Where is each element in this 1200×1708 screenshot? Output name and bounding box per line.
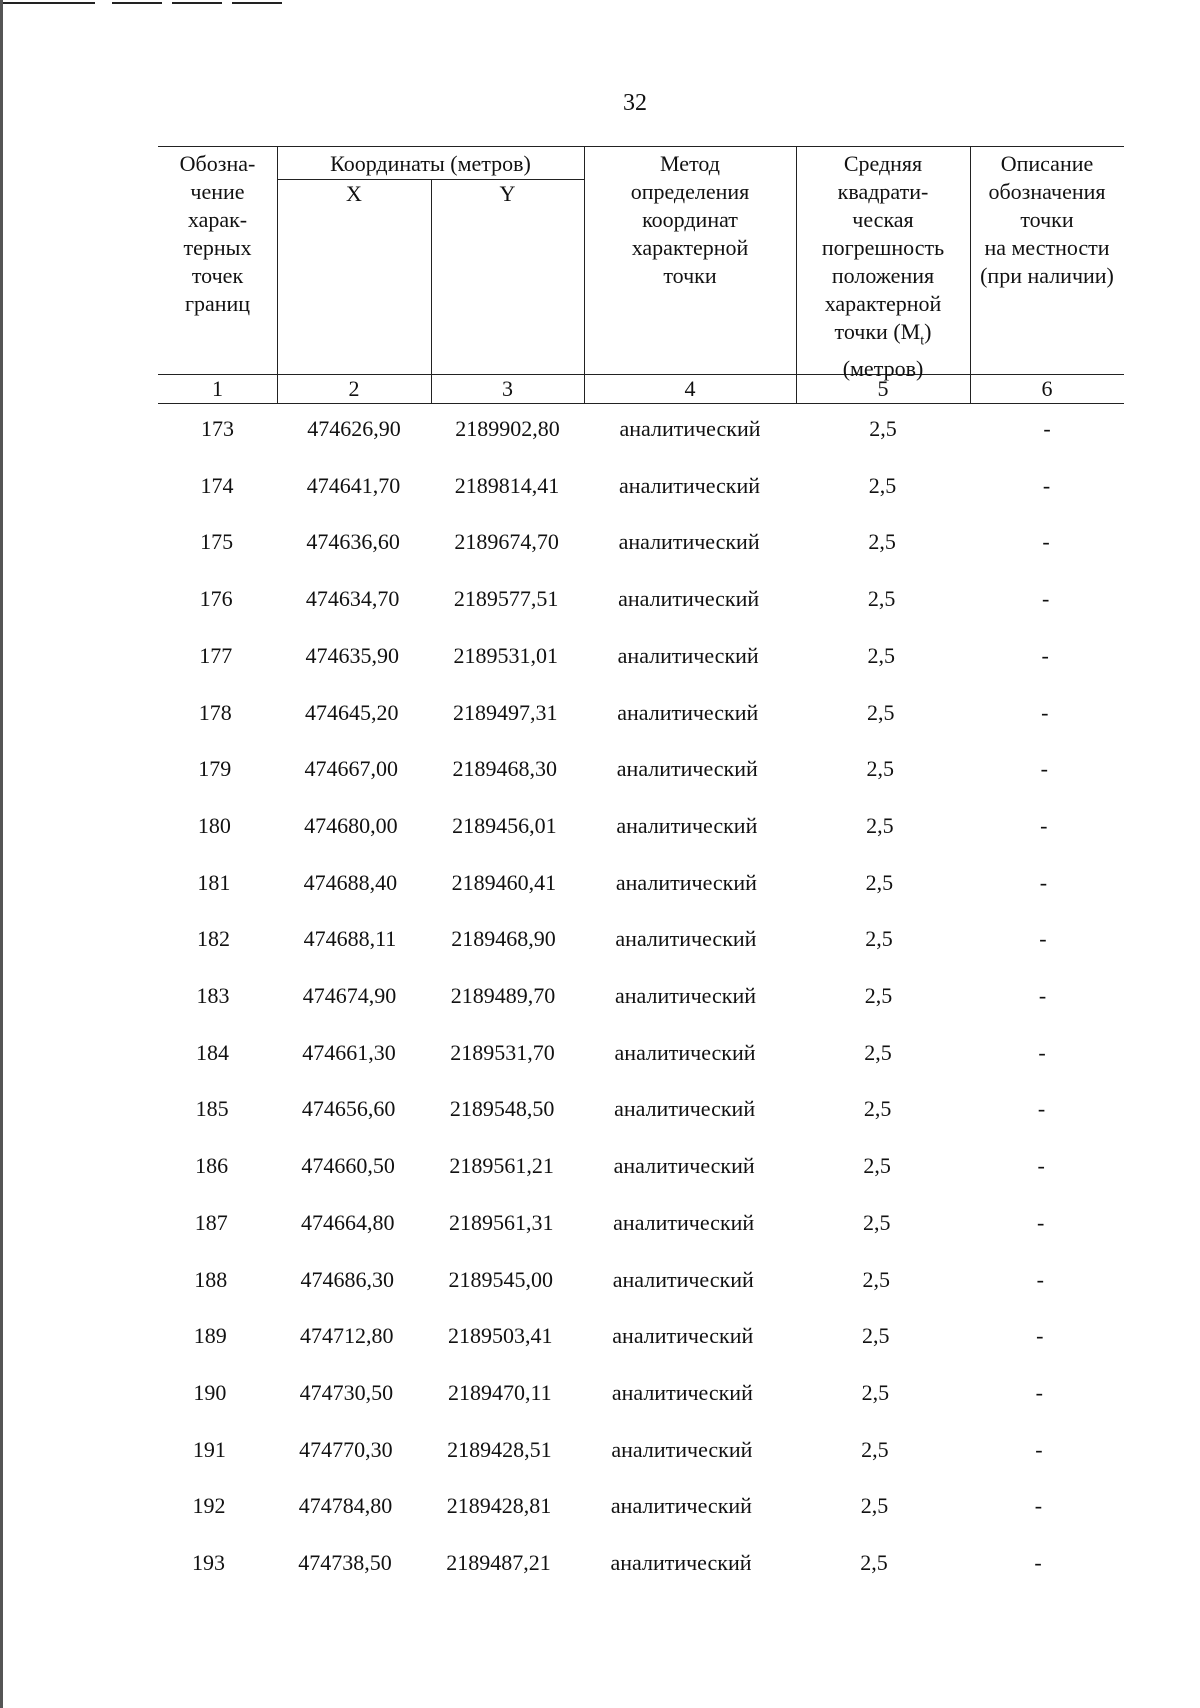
header-line: обозначения bbox=[988, 179, 1106, 204]
description-cell: - bbox=[1036, 1267, 1044, 1292]
scan-top-rule bbox=[172, 2, 222, 4]
description-cell: - bbox=[1041, 700, 1049, 725]
method-cell: аналитический bbox=[615, 926, 757, 951]
y-coordinate-cell: 2189487,21 bbox=[446, 1550, 551, 1575]
column-number: 3 bbox=[502, 376, 513, 401]
x-coordinate-cell: 474688,40 bbox=[303, 870, 398, 895]
error-cell: 2,5 bbox=[862, 1323, 890, 1348]
header-subscript: t bbox=[920, 333, 925, 349]
error-cell: 2,5 bbox=[862, 1210, 891, 1235]
point-number-cell: 174 bbox=[200, 473, 234, 498]
point-number-cell: 175 bbox=[200, 529, 234, 554]
y-coordinate-cell: 2189468,90 bbox=[451, 926, 556, 951]
x-coordinate-cell: 474730,50 bbox=[299, 1380, 394, 1405]
x-coordinate-cell: 474688,11 bbox=[303, 926, 397, 951]
y-coordinate-cell: 2189548,50 bbox=[449, 1096, 555, 1121]
point-number-cell: 182 bbox=[196, 926, 230, 951]
point-number-cell: 192 bbox=[192, 1493, 226, 1518]
description-cell: - bbox=[1039, 870, 1048, 895]
header-line: положения bbox=[831, 263, 935, 288]
column-number: 5 bbox=[877, 376, 889, 401]
method-cell: аналитический bbox=[616, 756, 758, 781]
method-cell: аналитический bbox=[611, 1437, 753, 1462]
x-coordinate-cell: 474636,60 bbox=[306, 529, 400, 554]
x-coordinate-cell: 474641,70 bbox=[306, 473, 401, 498]
y-coordinate-cell: 2189470,11 bbox=[448, 1380, 552, 1405]
point-number-cell: 193 bbox=[192, 1550, 225, 1575]
x-coordinate-cell: 474656,60 bbox=[301, 1096, 396, 1121]
description-cell: - bbox=[1040, 756, 1048, 781]
x-coordinate-cell: 474635,90 bbox=[305, 643, 399, 668]
description-cell: - bbox=[1038, 1040, 1046, 1065]
x-coordinate-cell: 474784,80 bbox=[298, 1493, 393, 1518]
point-number-cell: 181 bbox=[197, 870, 231, 895]
description-cell: - bbox=[1036, 1323, 1044, 1348]
header-line bbox=[796, 318, 970, 355]
y-coordinate-cell: 2189545,00 bbox=[448, 1267, 553, 1292]
error-cell: 2,5 bbox=[866, 813, 894, 838]
description-cell: - bbox=[1042, 473, 1051, 498]
column-divider bbox=[431, 179, 432, 403]
y-coordinate-cell: 2189460,41 bbox=[451, 870, 557, 895]
header-line: определения bbox=[630, 179, 750, 204]
header-text: ) bbox=[924, 319, 932, 344]
header-description bbox=[970, 150, 1124, 290]
error-cell: 2,5 bbox=[869, 416, 897, 441]
x-coordinate-cell: 474738,50 bbox=[298, 1550, 392, 1575]
x-coordinate-cell: 474686,30 bbox=[300, 1267, 394, 1292]
method-cell: аналитический bbox=[614, 1096, 756, 1121]
header-line: харак- bbox=[187, 207, 248, 232]
header-line: координат bbox=[642, 207, 738, 232]
method-cell: аналитический bbox=[616, 813, 758, 838]
point-number-cell: 176 bbox=[199, 586, 233, 611]
description-cell: - bbox=[1034, 1493, 1043, 1518]
point-number-cell: 184 bbox=[196, 1040, 230, 1065]
method-cell: аналитический bbox=[618, 529, 760, 554]
header-line: квадрати- bbox=[837, 179, 929, 204]
x-coordinate-cell: 474661,30 bbox=[302, 1040, 396, 1065]
y-coordinate-cell: 2189531,70 bbox=[450, 1040, 555, 1065]
error-cell: 2,5 bbox=[861, 1380, 890, 1405]
header-line: границ bbox=[184, 291, 251, 316]
point-number-cell: 179 bbox=[198, 756, 232, 781]
y-coordinate-cell: 2189468,30 bbox=[452, 756, 558, 781]
y-coordinate-cell: 2189428,81 bbox=[446, 1493, 552, 1518]
header-y: Y bbox=[499, 181, 516, 206]
x-coordinate-cell: 474634,70 bbox=[305, 586, 400, 611]
column-number: 2 bbox=[348, 376, 360, 401]
y-coordinate-cell: 2189561,21 bbox=[449, 1153, 554, 1178]
header-x: X bbox=[346, 181, 362, 206]
x-coordinate-cell: 474674,90 bbox=[302, 983, 397, 1008]
point-number-cell: 177 bbox=[199, 643, 233, 668]
column-numbers-bottom-border bbox=[158, 403, 1124, 404]
error-cell: 2,5 bbox=[863, 1096, 892, 1121]
header-line: ческая bbox=[852, 207, 914, 232]
y-coordinate-cell: 2189814,41 bbox=[454, 473, 560, 498]
y-coordinate-cell: 2189503,41 bbox=[448, 1323, 553, 1348]
point-number-cell: 183 bbox=[196, 983, 230, 1008]
header-line: (метров) bbox=[842, 356, 924, 382]
method-cell: аналитический bbox=[613, 1210, 755, 1235]
point-number-cell: 178 bbox=[198, 700, 232, 725]
error-cell: 2,5 bbox=[867, 586, 896, 611]
header-line: характерной bbox=[824, 291, 942, 316]
header-line: точки bbox=[1020, 207, 1074, 232]
point-number-cell: 187 bbox=[194, 1210, 228, 1235]
point-number-cell: 180 bbox=[197, 813, 231, 838]
point-number-cell: 186 bbox=[195, 1153, 229, 1178]
method-cell: аналитический bbox=[617, 643, 759, 668]
method-cell: аналитический bbox=[612, 1323, 754, 1348]
y-coordinate-cell: 2189428,51 bbox=[447, 1437, 552, 1462]
header-line: Средняя bbox=[843, 151, 923, 176]
y-coordinate-cell: 2189902,80 bbox=[455, 416, 560, 441]
point-number-cell: 189 bbox=[193, 1323, 227, 1348]
y-coordinate-cell: 2189577,51 bbox=[453, 586, 559, 611]
header-line: (при наличии) bbox=[980, 263, 1114, 288]
description-cell: - bbox=[1037, 1153, 1045, 1178]
method-cell: аналитический bbox=[613, 1153, 755, 1178]
header-line: Обозна- bbox=[179, 151, 256, 176]
scan-top-rule bbox=[0, 2, 95, 4]
error-cell: 2,5 bbox=[861, 1437, 889, 1462]
method-cell: аналитический bbox=[614, 1040, 756, 1065]
description-cell: - bbox=[1041, 643, 1049, 668]
description-cell: - bbox=[1037, 1096, 1046, 1121]
method-cell: аналитический bbox=[611, 1380, 753, 1405]
error-cell: 2,5 bbox=[867, 643, 895, 668]
error-cell: 2,5 bbox=[862, 1267, 890, 1292]
header-line: Метод bbox=[660, 151, 720, 176]
description-cell: - bbox=[1043, 416, 1051, 441]
point-number-cell: 185 bbox=[195, 1096, 229, 1121]
method-cell: аналитический bbox=[612, 1267, 754, 1292]
x-coordinate-cell: 474680,00 bbox=[304, 813, 398, 838]
method-cell: аналитический bbox=[615, 870, 757, 895]
x-coordinate-cell: 474770,30 bbox=[299, 1437, 393, 1462]
header-point-designation bbox=[158, 150, 277, 318]
column-number: 6 bbox=[1041, 376, 1053, 401]
header-line: на местности bbox=[984, 235, 1110, 260]
description-cell: - bbox=[1039, 926, 1047, 951]
method-cell: аналитический bbox=[610, 1550, 752, 1575]
error-cell: 2,5 bbox=[864, 983, 893, 1008]
header-coordinates-group: Координаты (метров) bbox=[330, 151, 531, 176]
description-cell: - bbox=[1041, 586, 1050, 611]
method-cell: аналитический bbox=[619, 473, 761, 498]
description-cell: - bbox=[1038, 983, 1047, 1008]
y-coordinate-cell: 2189531,01 bbox=[453, 643, 558, 668]
header-line: погрешность bbox=[821, 235, 945, 260]
point-number-cell: 173 bbox=[201, 416, 234, 441]
y-coordinate-cell: 2189674,70 bbox=[454, 529, 559, 554]
method-cell: аналитический bbox=[610, 1493, 752, 1518]
description-cell: - bbox=[1035, 1380, 1043, 1405]
error-cell: 2,5 bbox=[863, 1153, 891, 1178]
description-cell: - bbox=[1034, 1550, 1042, 1575]
description-cell: - bbox=[1035, 1437, 1043, 1462]
point-number-cell: 188 bbox=[194, 1267, 228, 1292]
x-coordinate-cell: 474712,80 bbox=[300, 1323, 394, 1348]
y-coordinate-cell: 2189497,31 bbox=[453, 700, 558, 725]
header-mean-square-error bbox=[796, 150, 970, 383]
method-cell: аналитический bbox=[617, 700, 759, 725]
description-cell: - bbox=[1037, 1210, 1045, 1235]
point-number-cell: 191 bbox=[192, 1437, 226, 1462]
description-cell: - bbox=[1042, 529, 1050, 554]
x-coordinate-cell: 474664,80 bbox=[300, 1210, 395, 1235]
scan-left-edge bbox=[0, 0, 3, 1708]
x-coordinate-cell: 474645,20 bbox=[305, 700, 399, 725]
header-line: терных bbox=[183, 235, 252, 260]
error-cell: 2,5 bbox=[860, 1493, 889, 1518]
method-cell: аналитический bbox=[618, 586, 760, 611]
error-cell: 2,5 bbox=[865, 926, 893, 951]
header-line: характерной bbox=[631, 235, 749, 260]
x-coordinate-cell: 474626,90 bbox=[307, 416, 401, 441]
description-cell: - bbox=[1040, 813, 1048, 838]
point-number-cell: 190 bbox=[193, 1380, 227, 1405]
error-cell: 2,5 bbox=[867, 700, 895, 725]
header-line: чение bbox=[190, 179, 245, 204]
method-cell: аналитический bbox=[614, 983, 756, 1008]
header-text: точки (M bbox=[834, 319, 921, 344]
error-cell: 2,5 bbox=[865, 870, 894, 895]
header-line: точки bbox=[663, 263, 717, 288]
y-coordinate-cell: 2189561,31 bbox=[448, 1210, 554, 1235]
error-cell: 2,5 bbox=[860, 1550, 888, 1575]
y-coordinate-cell: 2189456,01 bbox=[452, 813, 557, 838]
column-number: 4 bbox=[684, 376, 696, 401]
header-line: точек bbox=[191, 263, 244, 288]
error-cell: 2,5 bbox=[866, 756, 895, 781]
column-number: 1 bbox=[212, 376, 223, 401]
page-number: 32 bbox=[623, 90, 647, 116]
x-coordinate-cell: 474660,50 bbox=[301, 1153, 395, 1178]
table-top-border bbox=[158, 146, 1124, 147]
method-cell: аналитический bbox=[619, 416, 761, 441]
scan-top-rule bbox=[112, 2, 162, 4]
error-cell: 2,5 bbox=[864, 1040, 892, 1065]
y-coordinate-cell: 2189489,70 bbox=[450, 983, 556, 1008]
header-method bbox=[584, 150, 796, 290]
x-coordinate-cell: 474667,00 bbox=[304, 756, 399, 781]
scan-top-rule bbox=[232, 2, 282, 4]
header-line: Описание bbox=[1000, 151, 1094, 176]
error-cell: 2,5 bbox=[868, 529, 896, 554]
error-cell: 2,5 bbox=[868, 473, 897, 498]
